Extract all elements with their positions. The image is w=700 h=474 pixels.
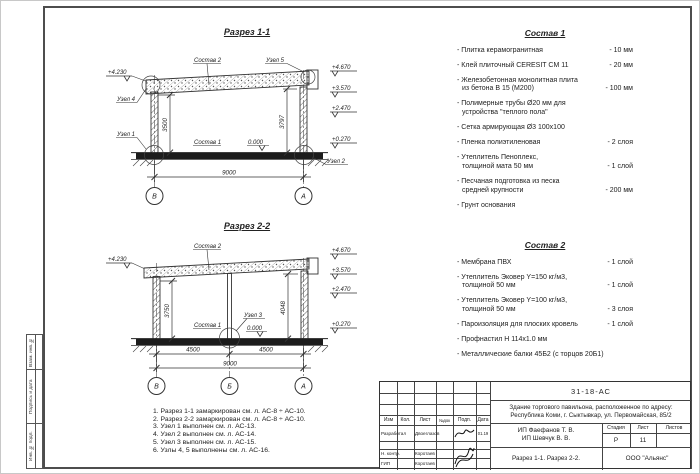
section1-title: Разрез 1-1	[223, 27, 271, 37]
floor-slab	[131, 153, 328, 166]
note-line: 5. Узел 3 выполнен см. л. АС-15.	[153, 438, 257, 446]
dim-left-value: 3750	[164, 304, 171, 318]
stage-label: Стадия	[607, 425, 625, 431]
col-data: Дата	[477, 417, 489, 423]
label-zero-mark	[246, 326, 267, 337]
row-name: Двоеглазов	[415, 430, 440, 436]
margin-label: Взам. инв. №	[29, 337, 34, 367]
elevation-mark	[330, 86, 357, 97]
svg-text:+3.570: +3.570	[332, 86, 351, 92]
sheet-label: Лист	[637, 425, 649, 431]
list-item: - Пароизоляция для плоских кровель - 1 слой	[457, 321, 633, 329]
row-date: 01.19	[477, 430, 489, 436]
svg-text:+2.470: +2.470	[332, 287, 351, 293]
list-item: - Пленка полиэтиленовая - 2 слоя	[457, 139, 633, 147]
dim-b1-value: 4500	[186, 346, 200, 354]
sheets-value	[656, 433, 692, 447]
row-name: Коротаев	[415, 451, 435, 456]
section-1-1-drawing	[51, 49, 403, 221]
elevation-mark-left	[106, 257, 144, 269]
roof-slab	[146, 70, 318, 94]
svg-text:+2.470: +2.470	[332, 106, 351, 112]
label-sostav1	[193, 323, 221, 329]
row-role: ГИП	[381, 461, 391, 466]
col-kol: Кол.	[400, 417, 411, 423]
axis-bubble-v	[148, 378, 165, 395]
note-line: 1. Разрез 1-1 замаркирован см. л. АС-8 ÷ АС-10.	[153, 408, 306, 415]
label-uzel1	[116, 132, 146, 149]
notes-list	[153, 408, 306, 454]
elevation-marks-right	[330, 65, 357, 148]
col-podp: Подп.	[457, 417, 472, 423]
svg-text:Узел 4: Узел 4	[117, 97, 136, 103]
elevation-mark	[330, 287, 357, 298]
svg-text:Состав 1: Состав 1	[194, 323, 222, 329]
svg-text:+3.570: +3.570	[332, 268, 351, 274]
note-line: 3. Узел 1 выполнен см. л. АС-13.	[153, 423, 257, 431]
axis-bubble-a	[295, 378, 312, 395]
axis-bubble-b	[221, 378, 238, 395]
svg-text:Узел 2: Узел 2	[327, 159, 346, 165]
stage-value: Р	[613, 436, 619, 444]
svg-text:+4.670: +4.670	[332, 248, 351, 254]
title-block	[379, 381, 691, 469]
elevation-mark-left	[106, 70, 147, 82]
dim-left-value: 3500	[162, 118, 169, 132]
signature	[454, 426, 475, 440]
dim-right-value: 4048	[280, 301, 287, 315]
svg-text:+4.230: +4.230	[108, 257, 127, 263]
sostav2-title: Состав 2	[524, 240, 566, 250]
svg-text:+0.270: +0.270	[332, 137, 351, 143]
list-item: - Плитка керамогранитная - 10 мм	[457, 46, 633, 54]
row-name: Коротаев	[415, 461, 435, 466]
list-item: - Утеплитель Эковер Y=100 кг/м3, толщиной 50 мм - 3 слоя	[457, 297, 633, 313]
divider	[35, 370, 36, 423]
label-zero-mark	[247, 140, 269, 151]
list-item: - Железобетонная монолитная плита из бетона В 15 (М200) - 100 мм	[457, 76, 633, 93]
elevation-mark	[330, 248, 357, 259]
col-list: Лист	[419, 417, 431, 423]
dim-right-value: 3797	[279, 115, 286, 129]
margin-label: Подпись и дата	[29, 379, 34, 414]
list-item: - Клей плиточный CERESIT CM 11 - 20 мм	[457, 61, 633, 69]
divider	[35, 424, 36, 468]
list-item: - Металлические балки 45Б2 (с торцов 20Б1)	[457, 351, 604, 359]
elevation-marks-right	[330, 248, 357, 333]
grid-line	[380, 404, 490, 405]
sheet-title: Разрез 1-1. Разрез 2-2.	[511, 455, 581, 462]
axis-letter: А	[301, 383, 306, 391]
sostav1-block	[457, 29, 633, 217]
sheets-label: Листов	[665, 425, 683, 431]
margin-box-vzam	[26, 334, 43, 370]
margin-box-podpis	[26, 369, 43, 424]
sheet-value: 11	[639, 436, 647, 444]
dim-bottom-value: 9000	[222, 169, 236, 177]
svg-text:Узел 5: Узел 5	[266, 58, 285, 64]
list-item: - Грунт основания	[457, 201, 516, 209]
dim-b2-value: 4500	[259, 346, 273, 354]
list-item: - Полимерные трубы Ø20 мм для устройства "теплого пола"	[457, 100, 566, 117]
section2-title: Разрез 2-2	[223, 221, 271, 231]
axis-bubble-a	[295, 188, 312, 205]
axis-bubble-v	[146, 188, 163, 205]
note-line: 4. Узел 2 выполнен см. л. АС-14.	[153, 431, 257, 439]
axis-letter: Б	[227, 383, 232, 391]
list-item: - Мембрана ПВХ - 1 слой	[457, 258, 633, 266]
row-role: Н. контр.	[381, 451, 400, 456]
svg-text:Состав 2: Состав 2	[194, 244, 222, 250]
section-2-2-drawing	[51, 239, 403, 407]
dim-bottom-value: 9000	[223, 360, 237, 368]
grid-line	[380, 393, 490, 394]
margin-box-inv	[26, 423, 43, 469]
elevation-mark	[330, 106, 357, 117]
axis-letter: В	[154, 383, 159, 391]
label-uzel4	[116, 89, 146, 103]
sostav2-block	[457, 241, 633, 366]
svg-text:+4.230: +4.230	[108, 70, 127, 76]
elevation-mark	[330, 322, 357, 333]
col-izm: Изм	[383, 417, 394, 423]
svg-text:0.000: 0.000	[247, 326, 263, 332]
svg-text:+0.270: +0.270	[332, 322, 351, 328]
col-ndoc: №док	[438, 417, 451, 423]
row-role: Разработал	[381, 430, 407, 436]
svg-text:+4.670: +4.670	[332, 65, 351, 71]
label-uzel5	[265, 58, 304, 72]
object-description: Здание торгового павильона, расположенное по адресу: Республика Коми, г. Сыктывкар, ул. Первомайская, 85/2	[509, 404, 673, 419]
note-line: 6. Узлы 4, 5 выполнены см. л. АС-16.	[153, 446, 270, 454]
list-item: - Профнастил Н 114х1.0 мм	[457, 336, 548, 344]
svg-text:0.000: 0.000	[248, 140, 264, 146]
company-name: ООО "Альянс"	[625, 455, 669, 462]
axis-letter: В	[152, 193, 157, 201]
list-item: - Песчаная подготовка из песка средней крупности - 200 мм	[457, 178, 633, 194]
svg-text:Состав 1: Состав 1	[194, 140, 222, 146]
elevation-mark	[330, 137, 357, 148]
list-item: - Утеплитель Эковер Y=150 кг/м3, толщиной 50 мм - 1 слой	[457, 273, 633, 290]
divider	[35, 335, 36, 369]
note-line: 2. Разрез 2-2 замаркирован см. л. АС-8 ÷ АС-10.	[153, 415, 306, 423]
dim-bottom	[149, 345, 311, 372]
label-sostav1	[193, 140, 221, 146]
client-names: ИП Фаефанов Т. В. ИП Шевчук В. В.	[517, 427, 575, 442]
list-item: - Утеплитель Пеноплекс, толщиной мата 50 мм - 1 слой	[457, 154, 633, 170]
doc-number: 31-18-АС	[571, 386, 611, 396]
list-item: - Сетка армирующая Ø3 100х100	[457, 124, 565, 132]
margin-label: Инв. № подл.	[29, 431, 34, 461]
elevation-mark	[330, 65, 357, 76]
svg-text:Узел 1: Узел 1	[117, 132, 136, 138]
signature	[453, 442, 476, 469]
sostav1-title: Состав 1	[524, 28, 566, 38]
axis-letter: А	[301, 193, 306, 201]
svg-text:Состав 2: Состав 2	[194, 58, 222, 64]
svg-text:Узел 3: Узел 3	[244, 313, 263, 319]
elevation-mark	[330, 268, 357, 279]
